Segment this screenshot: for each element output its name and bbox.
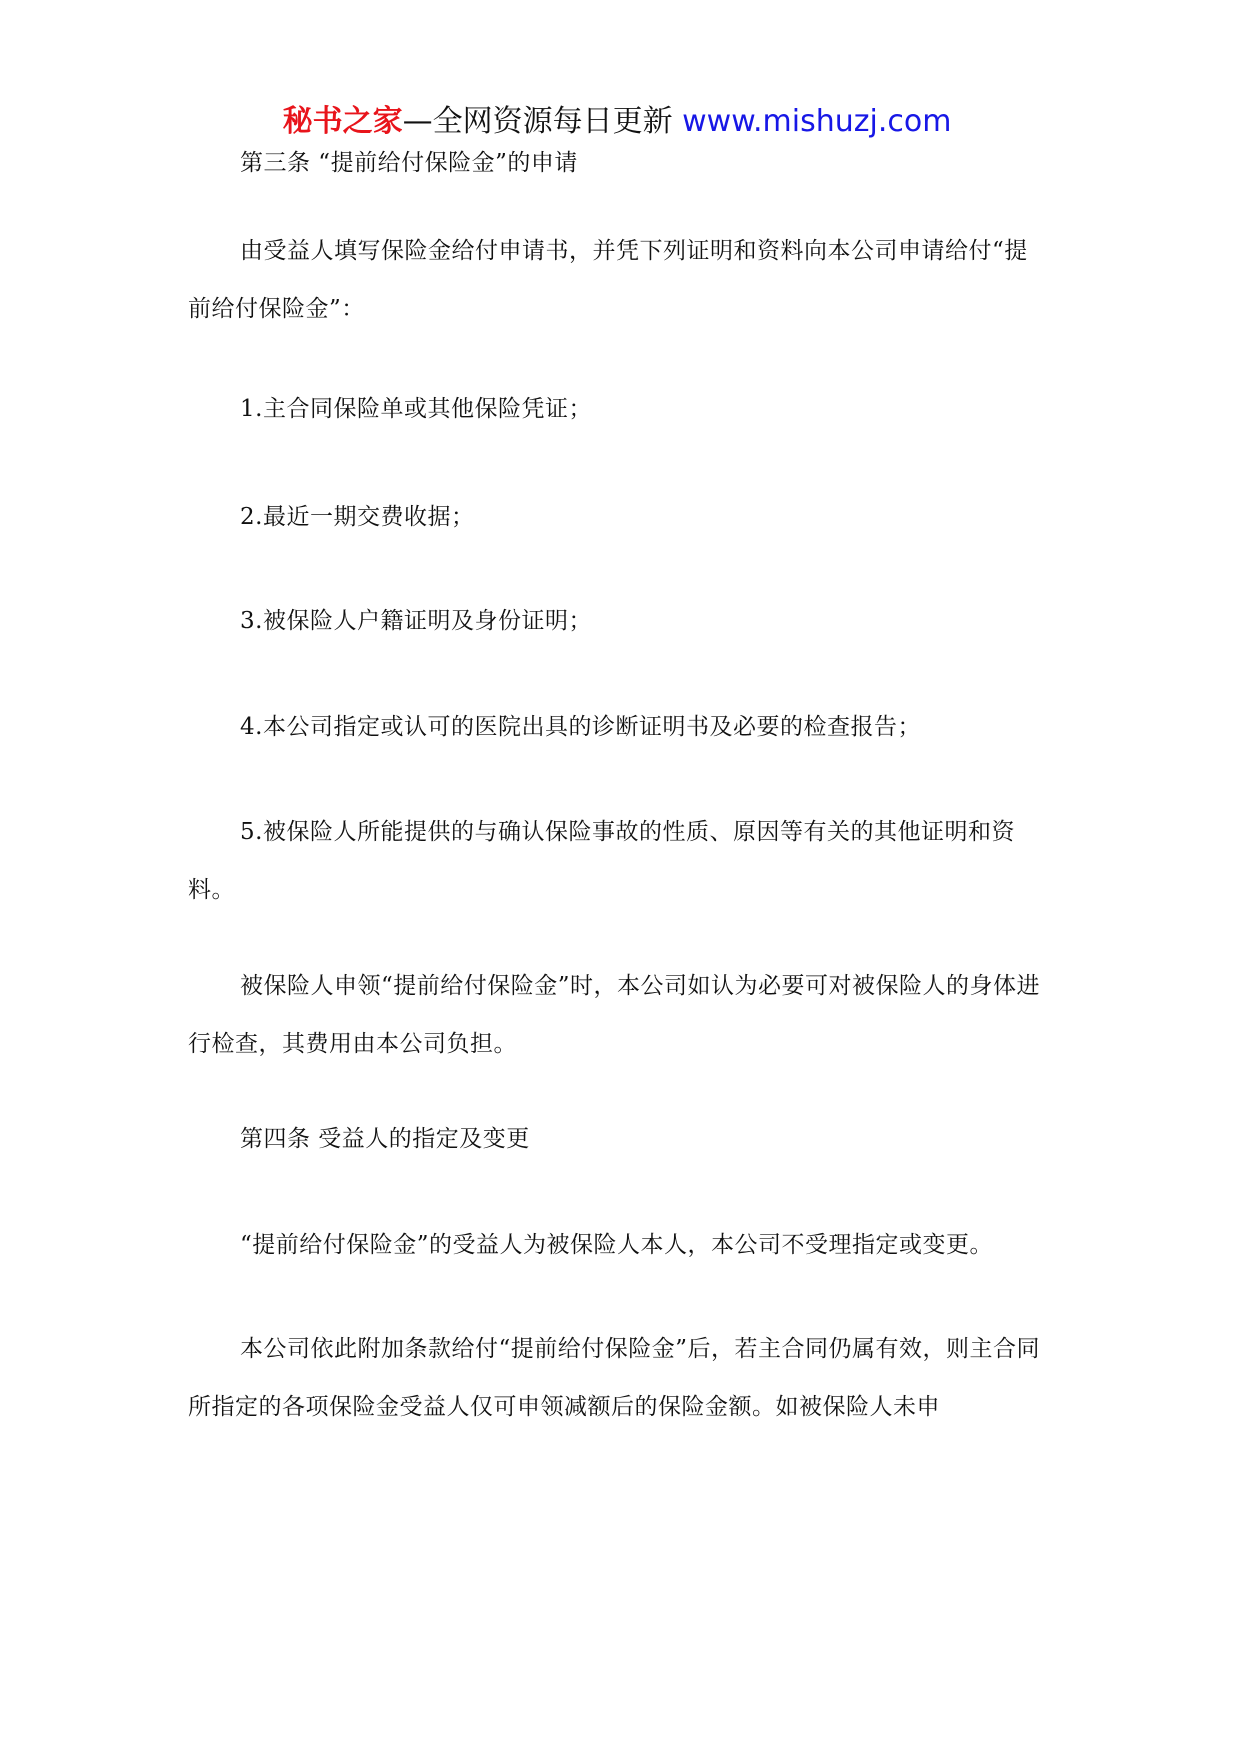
section-heading-article-3: 第三条 “提前给付保险金”的申请	[240, 150, 578, 176]
section-heading-article-4: 第四条 受益人的指定及变更	[240, 1126, 530, 1152]
site-brand: 秘书之家	[282, 104, 403, 139]
paragraph-application: 由受益人填写保险金给付申请书，并凭下列证明和资料向本公司申请给付“提前给付保险金”：	[188, 238, 1028, 322]
paragraph-beneficiary: “提前给付保险金”的受益人为被保险人本人，本公司不受理指定或变更。	[240, 1232, 994, 1258]
list-item-5: 5.被保险人所能提供的与确认保险事故的性质、原因等有关的其他证明和资料。	[188, 819, 1015, 903]
list-item-1: 1.主合同保险单或其他保险凭证；	[240, 396, 592, 422]
paragraph-reduced-amount: 本公司依此附加条款给付“提前给付保险金”后，若主合同仍属有效，则主合同所指定的各项保险金受益人仅可申领减额后的保险金额。如被保险人未申	[188, 1336, 1041, 1420]
paragraph-examination: 被保险人申领“提前给付保险金”时，本公司如认为必要可对被保险人的身体进行检查，其费用由本公司负担。	[188, 973, 1041, 1057]
list-item-4: 4.本公司指定或认可的医院出具的诊断证明书及必要的检查报告；	[240, 714, 921, 740]
list-item-2: 2.最近一期交费收据；	[240, 504, 475, 530]
list-item-3: 3.被保险人户籍证明及身份证明；	[240, 608, 592, 634]
site-url-link[interactable]: www.mishuzj.com	[682, 104, 952, 139]
site-tagline: —全网资源每日更新	[402, 104, 683, 139]
